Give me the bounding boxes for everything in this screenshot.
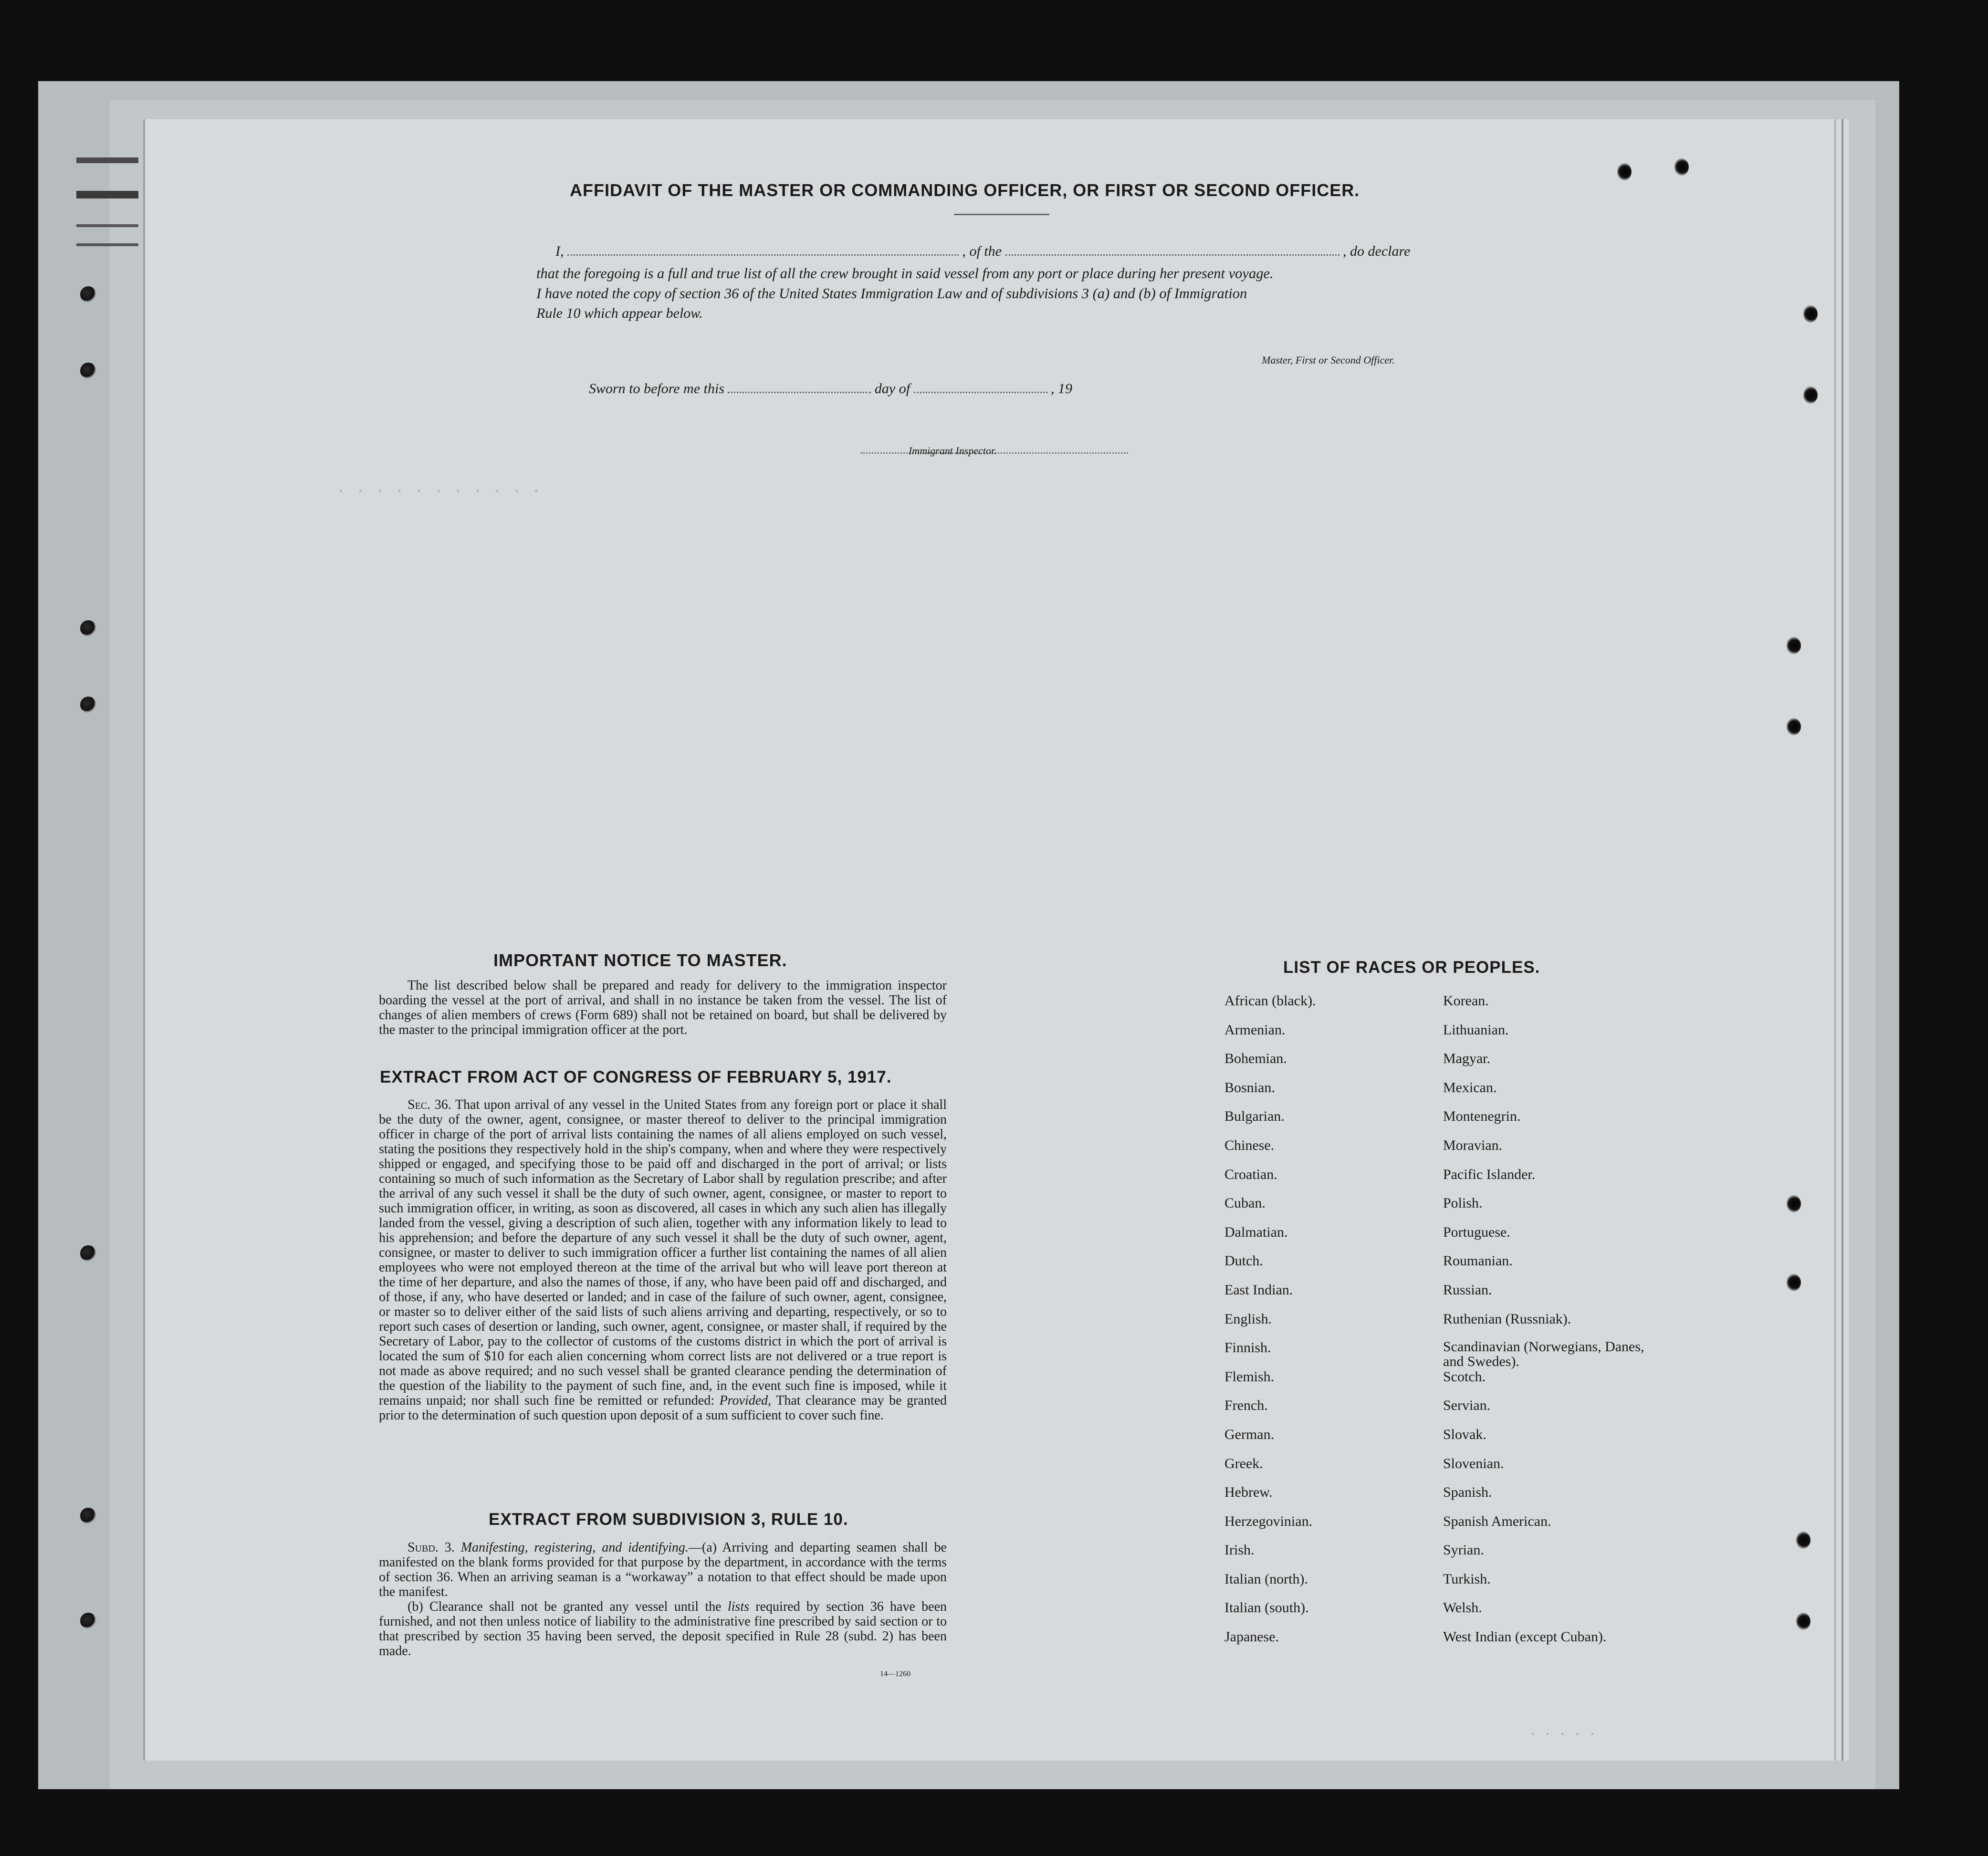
affidavit-i: I,: [555, 243, 564, 259]
race-item: French.: [1224, 1397, 1268, 1414]
affidavit-line-2: that the foregoing is a full and true list of all the crew brought in said vessel from any port or place during her present voyage.: [536, 265, 1274, 282]
binding-hole: [80, 286, 96, 302]
sworn-prefix: Sworn to before me this: [589, 381, 724, 396]
race-item: Hebrew.: [1224, 1484, 1273, 1501]
race-item: Servian.: [1443, 1397, 1491, 1414]
subd-label: Subd. 3.: [408, 1540, 455, 1555]
race-item: German.: [1224, 1426, 1275, 1442]
sworn-line: [589, 381, 1209, 397]
race-item: Chinese.: [1224, 1137, 1275, 1153]
form-number: 14—1260: [880, 1670, 910, 1678]
races-column-1: [1224, 992, 1316, 1658]
binding-hole: [80, 697, 96, 713]
affidavit-line-1: [555, 243, 1624, 260]
race-item: Portuguese.: [1443, 1224, 1510, 1240]
faint-stamp-mark: · · · · ·: [1529, 1727, 1596, 1741]
month-blank: [914, 382, 1047, 393]
section-label: Sec. 36.: [408, 1097, 451, 1112]
race-item: East Indian.: [1224, 1282, 1293, 1298]
notice-title: IMPORTANT NOTICE TO MASTER.: [493, 950, 787, 970]
binding-hole: [80, 1613, 96, 1629]
race-item: Cuban.: [1224, 1195, 1266, 1211]
subdivision-b: [379, 1599, 947, 1658]
day-blank: [728, 382, 871, 393]
race-item: Bohemian.: [1224, 1051, 1287, 1067]
race-item: Moravian.: [1443, 1137, 1503, 1153]
affidavit-title: AFFIDAVIT OF THE MASTER OR COMMANDING OFFICER, OR FIRST OR SECOND OFFICER.: [570, 180, 1360, 200]
race-item: Turkish.: [1443, 1571, 1491, 1587]
race-item: Italian (north).: [1224, 1571, 1308, 1587]
officer-label: Master, First or Second Officer.: [1262, 354, 1395, 366]
binding-mark: [76, 157, 138, 163]
affidavit-do-declare: , do declare: [1343, 243, 1411, 259]
race-item: Bosnian.: [1224, 1079, 1275, 1095]
race-item: Polish.: [1443, 1195, 1483, 1211]
race-item: West Indian (except Cuban).: [1443, 1629, 1607, 1645]
race-item: Scotch.: [1443, 1368, 1486, 1385]
subd-heading: Manifesting, registering, and identifying.: [460, 1540, 689, 1555]
punch-hole: [1674, 158, 1689, 176]
name-blank: [567, 245, 959, 256]
punch-hole: [1803, 386, 1818, 404]
race-item: African (black).: [1224, 993, 1316, 1009]
affidavit-line-3: I have noted the copy of section 36 of the United States Immigration Law and of subdivisions 3 (a) and (b) of Immigration: [536, 285, 1247, 302]
race-item: Welsh.: [1443, 1600, 1482, 1616]
binding-hole: [80, 1245, 96, 1262]
binding-mark: [76, 224, 138, 227]
notice-body: The list described below shall be prepared and ready for delivery to the immigration inspector boarding the vessel at the port of arrival, and shall in no instance be taken from the vessel. The list of changes of alien members of crews (Form 689) shall not be retained on board, but shall be delivered by the master to the principal immigration officer at the port.: [379, 978, 947, 1037]
race-item: Flemish.: [1224, 1368, 1275, 1385]
race-item: Dutch.: [1224, 1253, 1263, 1269]
punch-hole: [1787, 1274, 1801, 1291]
page-edge: [1834, 119, 1836, 1761]
race-item: Irish.: [1224, 1542, 1255, 1558]
race-item: Slovak.: [1443, 1426, 1486, 1442]
extract-rule-title: EXTRACT FROM SUBDIVISION 3, RULE 10.: [489, 1510, 848, 1529]
subd-b-1: (b) Clearance shall not be granted any vessel until the: [408, 1599, 728, 1614]
subd-b-2: required by section 36 have been furnished, and not then unless notice of liability to the administrative fine prescribed by said section or to that prescribed by section 35 having been served, the deposit specified in Rule 28 (subd. 2) has been made.: [379, 1599, 947, 1658]
section-36-text: [379, 1097, 947, 1423]
race-item: Korean.: [1443, 993, 1489, 1009]
races-column-2: [1443, 992, 1653, 1658]
punch-hole: [1787, 1195, 1801, 1212]
subd-b-lists: lists: [727, 1599, 749, 1614]
race-item: Croatian.: [1224, 1166, 1277, 1182]
form-page: [143, 119, 1849, 1761]
page-edge: [1842, 119, 1843, 1761]
punch-hole: [1803, 305, 1818, 323]
binding-hole: [80, 1508, 96, 1524]
race-item: Scandinavian (Norwegians, Danes, and Swedes).: [1443, 1339, 1644, 1370]
race-item: Mexican.: [1443, 1079, 1497, 1095]
races-title: LIST OF RACES OR PEOPLES.: [1283, 958, 1540, 977]
race-item: Pacific Islander.: [1443, 1166, 1536, 1182]
race-item: Roumanian.: [1443, 1253, 1513, 1269]
race-item: Montenegrin.: [1443, 1108, 1521, 1125]
punch-hole: [1796, 1532, 1810, 1549]
race-item: Lithuanian.: [1443, 1022, 1509, 1038]
race-item: Magyar.: [1443, 1051, 1491, 1067]
race-item: Finnish.: [1224, 1340, 1271, 1356]
punch-hole: [1796, 1613, 1810, 1630]
race-item: Spanish American.: [1443, 1513, 1551, 1529]
affidavit-line-4: Rule 10 which appear below.: [536, 305, 703, 321]
punch-hole: [1617, 163, 1632, 180]
race-item: Dalmatian.: [1224, 1224, 1288, 1240]
race-item: Syrian.: [1443, 1542, 1484, 1558]
inspector-label: Immigrant Inspector.: [909, 445, 997, 457]
provided-word: Provided,: [719, 1393, 772, 1408]
punch-hole: [1787, 637, 1801, 654]
race-item: Bulgarian.: [1224, 1108, 1285, 1125]
race-item: Herzegovinian.: [1224, 1513, 1313, 1529]
race-item: English.: [1224, 1311, 1272, 1327]
race-item: Armenian.: [1224, 1022, 1286, 1038]
day-of-label: day of: [874, 381, 910, 396]
binding-mark: [76, 243, 138, 246]
affidavit-of-the: , of the: [962, 243, 1002, 259]
binding-hole: [80, 363, 96, 379]
race-item: Italian (south).: [1224, 1600, 1309, 1616]
year-label: , 19: [1051, 381, 1073, 396]
race-item: Ruthenian (Russniak).: [1443, 1311, 1571, 1327]
race-item: Japanese.: [1224, 1629, 1279, 1645]
bleed-through-text: · · · · · · · · · · ·: [336, 482, 541, 501]
race-item: Greek.: [1224, 1455, 1263, 1471]
vessel-blank: [1005, 245, 1339, 256]
race-item: Russian.: [1443, 1282, 1492, 1298]
subdivision-a: [379, 1540, 947, 1599]
binding-mark: [76, 191, 138, 198]
title-rule: [954, 214, 1049, 215]
binding-hole: [80, 620, 96, 636]
race-item: Spanish.: [1443, 1484, 1492, 1501]
punch-hole: [1787, 718, 1801, 735]
section-36-body: That upon arrival of any vessel in the United States from any foreign port or place it shall be the duty of the owner, agent, consignee, or master thereof to deliver to the principal immigration officer in charge of the port of arrival lists containing the names of all aliens employed on such vessel, stating the positions they respectively hold in the ship's company, when and where they were respectively shipped or engaged, and specifying those to be paid off and discharged in the port of arrival; or lists containing so much of such information as the Secretary of Labor shall by regulation prescribe; and after the arrival of any such vessel it shall be the duty of such owner, agent, consignee, or master to report to such immigration officer, in writing, as soon as discovered, all cases in which any such alien has illegally landed from the vessel, giving a description of such alien, together with any information likely to lead to his apprehension; and before the departure of any such vessel it shall be the duty of such owner, agent, consignee, or master to deliver to such immigration officer a further list containing the names of all alien employees who were not employed thereon at the time of the arrival but who will leave port thereon at the time of her departure, and also the names of those, if any, who have been paid off and discharged, and of those, if any, who have deserted or landed; and in case of the failure of such owner, agent, consignee, or master so to deliver either of the said lists of such aliens arriving and departing, respectively, or so to report such cases of desertion or landing, such owner, agent, consignee, or master shall, if required by the Secretary of Labor, pay to the collector of customs of the customs district in which the port of arrival is located the sum of $10 for each alien concerning whom correct lists are not delivered or a true report is not made as above required; and no such vessel shall be granted clearance pending the determination of the question of the liability to the payment of such fine, and, in the event such fine is imposed, while it remains unpaid; nor shall such fine be remitted or refunded:: [379, 1097, 947, 1408]
subd-a-body: —(a) Arriving and departing seamen shall be manifested on the blank forms provided for that purpose by the department, in accordance with the terms of section 36. When an arriving seaman is a “workaway” a notation to that effect should be made upon the manifest.: [379, 1540, 947, 1599]
extract-act-title: EXTRACT FROM ACT OF CONGRESS OF FEBRUARY 5, 1917.: [380, 1068, 892, 1086]
section-36-tail: That clearance may be granted prior to the determination of such question upon deposit of a sum sufficient to cover such fine.: [379, 1393, 947, 1423]
race-item: Slovenian.: [1443, 1455, 1504, 1471]
